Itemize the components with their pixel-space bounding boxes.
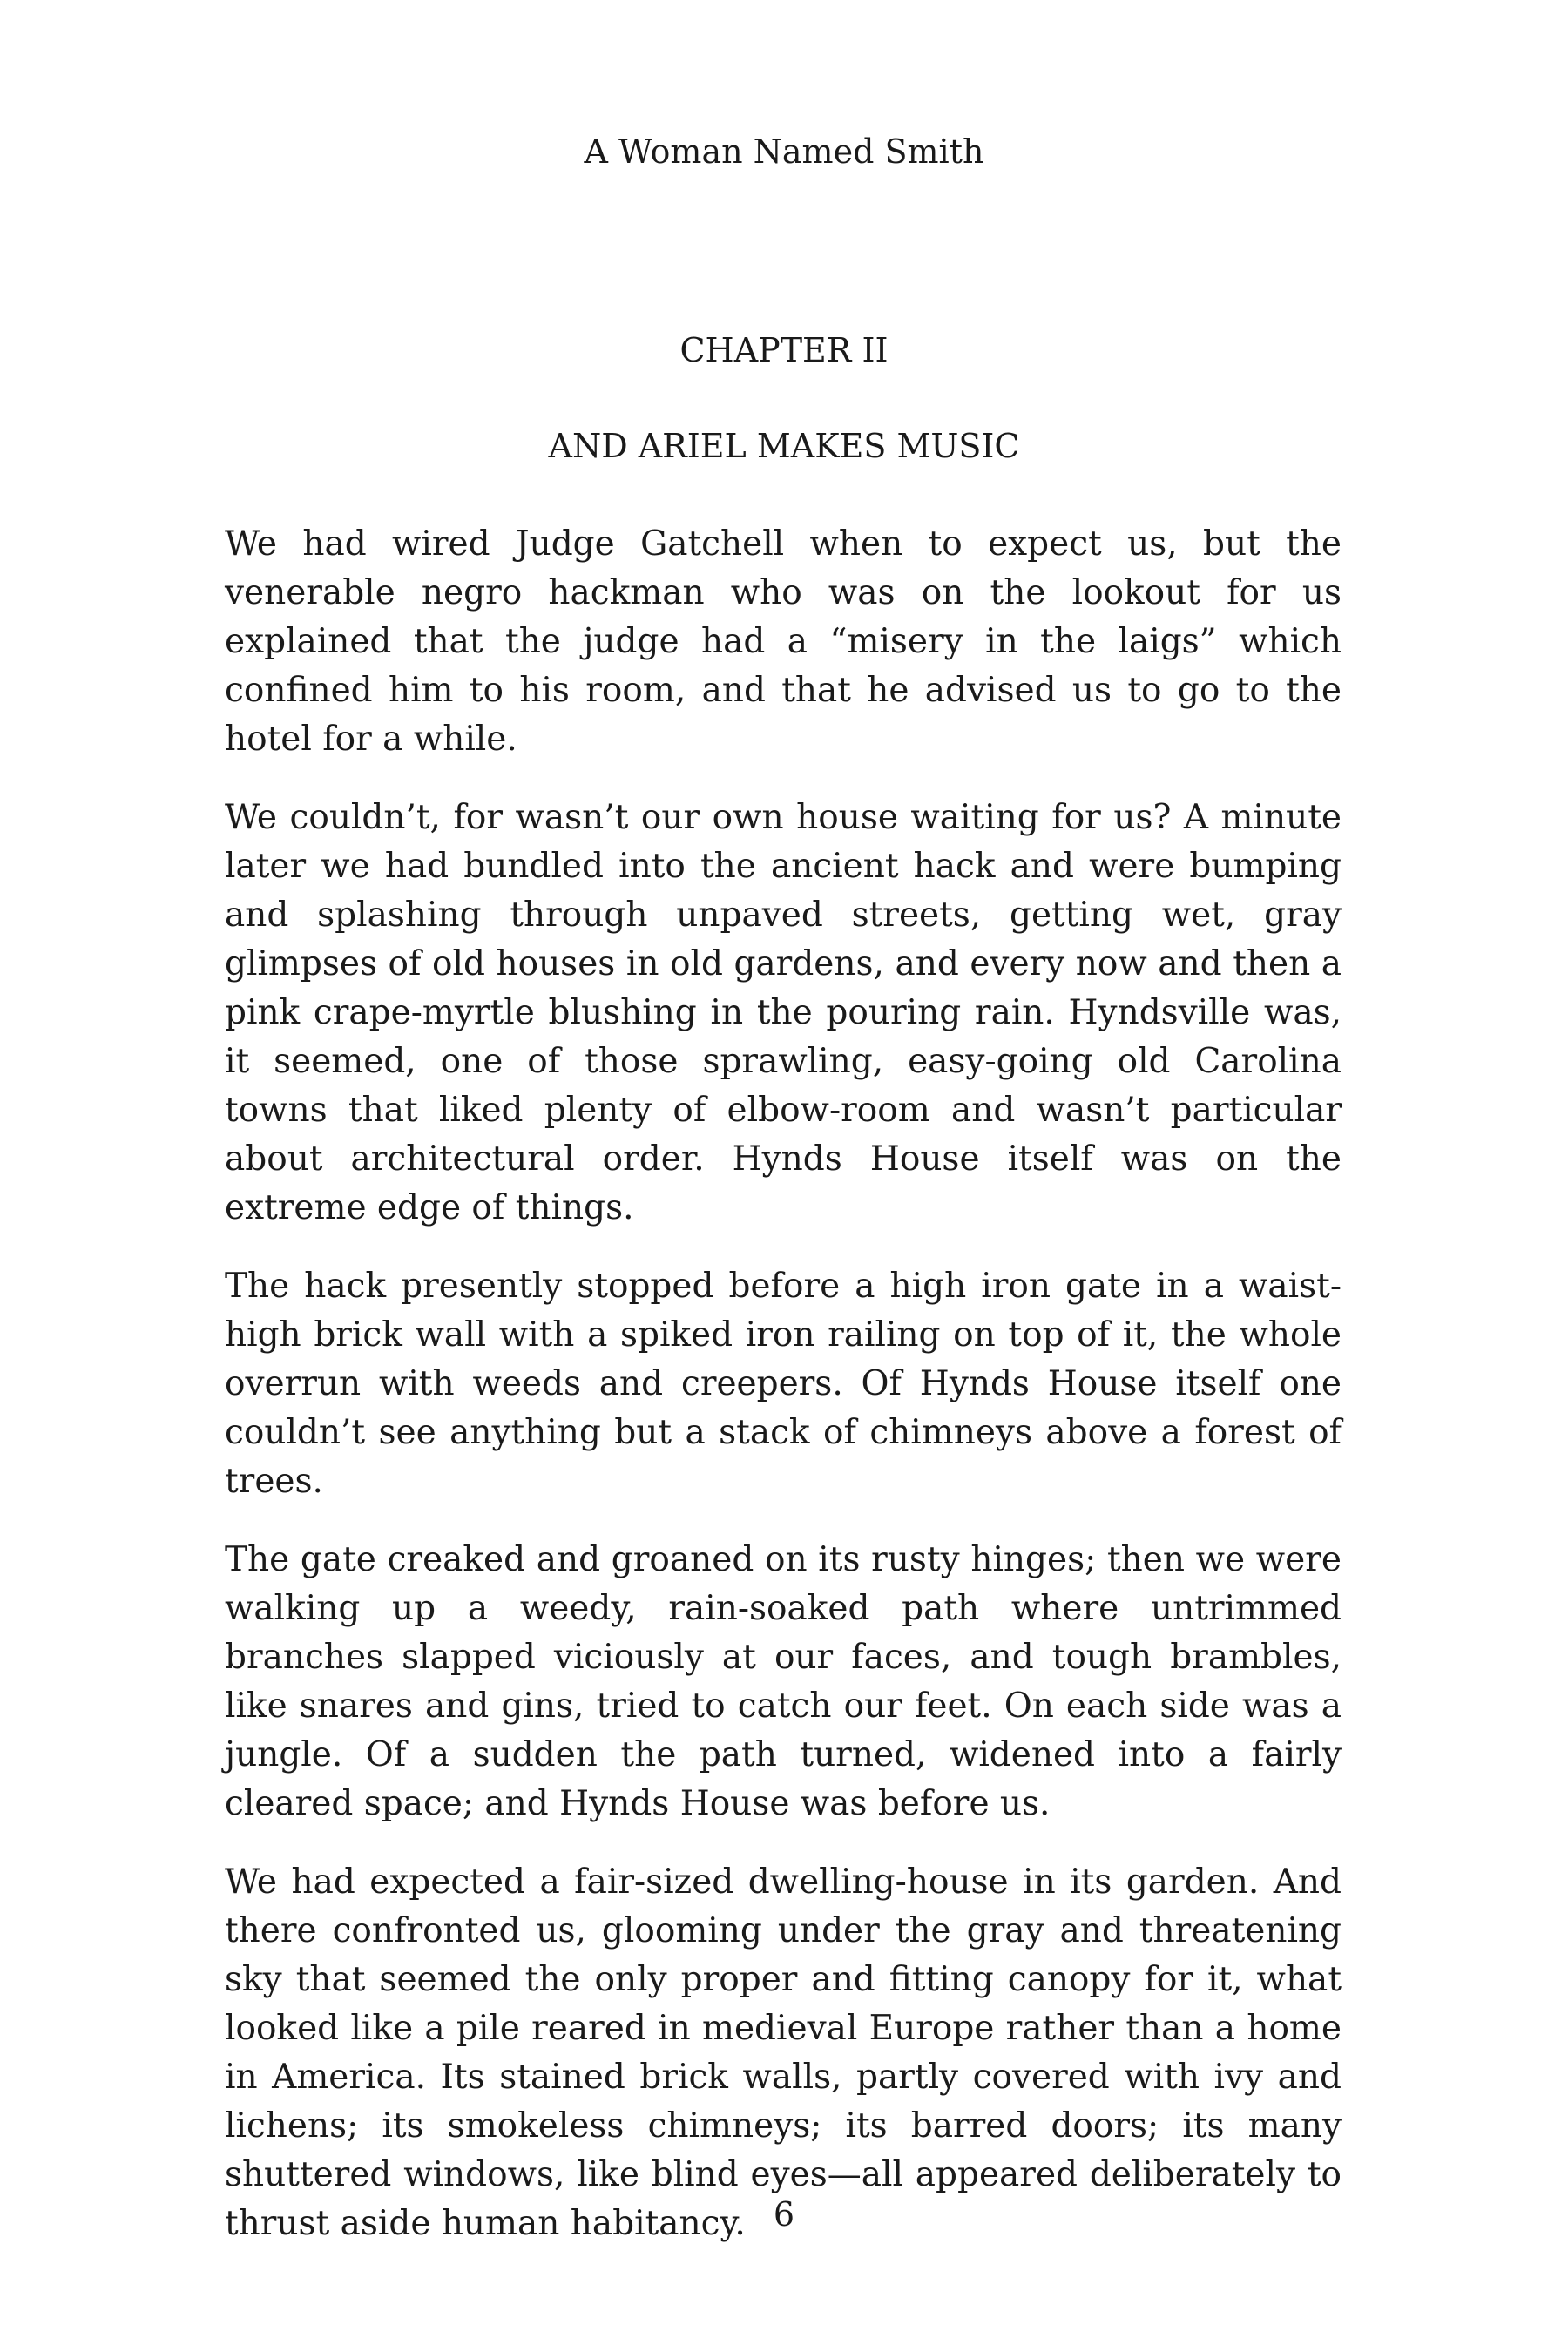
chapter-title: AND ARIEL MAKES MUSIC (548, 427, 1020, 465)
paragraph-3: The hack presently stopped before a high iron gate in a waist-high brick wall with a spiked iron railing on top of it, the whole overrun with weeds and creepers. Of Hynds House itself one couldn’t see anything but a stack of chimneys above a forest of trees. (225, 1267, 1342, 1501)
paragraph-4: The gate creaked and groaned on its rusty hinges; then we were walking up a weedy, rain-soaked path where untrimmed branches slapped viciously at our faces, and tough brambles, like snares and gins, tried to catch our feet. On each side was a jungle. Of a sudden the path turned, widened into a fairly cleared space; and Hynds House was before us. (225, 1540, 1342, 1823)
paragraph-2: We couldn’t, for wasn’t our own house waiting for us? A minute later we had bundled into the ancient hack and were bumping and splashing through unpaved streets, getting wet, gray glimpses of old houses in old gardens, and every now and then a pink crape-myrtle blushing in the pouring rain. Hyndsville was, it seemed, one of those sprawling, easy-going old Carolina towns that liked plenty of elbow-room and wasn’t particular about architectural order. Hynds House itself was on the extreme edge of things. (225, 798, 1342, 1227)
paragraph-5: We had expected a fair-sized dwelling-house in its garden. And there confronted us, glooming under the gray and threatening sky that seemed the only proper and fitting canopy for it, what looked like a pile reared in medieval Europe rather than a home in America. Its stained brick walls, partly covered with ivy and lichens; its smokeless chimneys; its barred doors; its many shuttered windows, like blind eyes—all appeared deliberately to thrust aside human habitancy. (225, 1862, 1342, 2243)
page-number: 6 (773, 2195, 795, 2234)
chapter-body (225, 520, 1342, 2278)
chapter-number: CHAPTER II (679, 331, 889, 369)
paragraph-1: We had wired Judge Gatchell when to expect us, but the venerable negro hackman who was on the lookout for us explained that the judge had a “misery in the laigs” which confined him to his room, and that he advised us to go to the hotel for a while. (225, 524, 1342, 759)
running-header: A Woman Named Smith (584, 132, 984, 171)
